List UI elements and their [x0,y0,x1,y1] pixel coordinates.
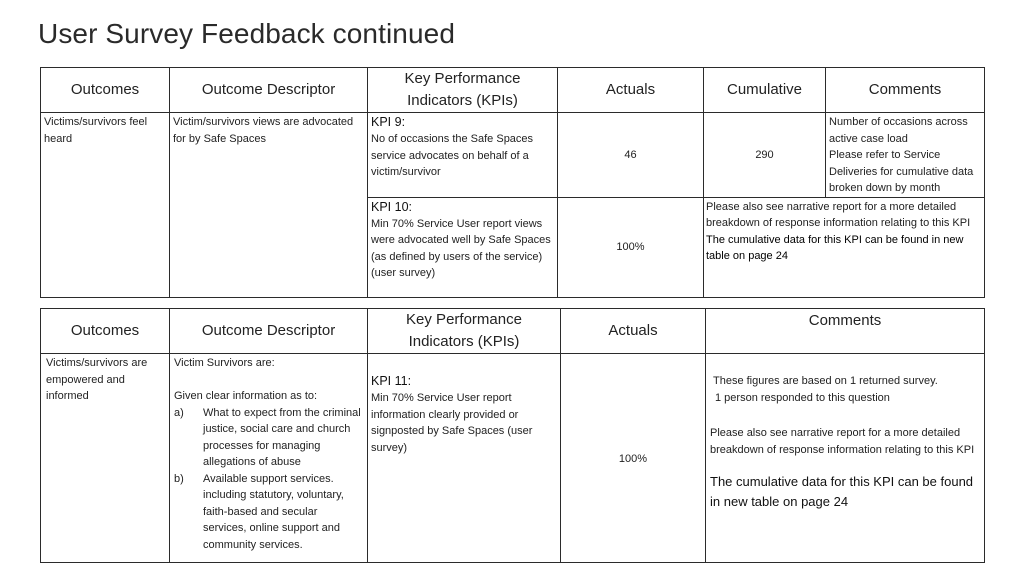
kpi11-comments [706,354,985,563]
kpi10-comment-2: The cumulative data for this KPI can be found in new table on page 24 [706,233,964,262]
kpi10-comment-1: Please also see narrative report for a more detailed breakdown of response information relating to this KPI [706,200,971,229]
kpi9-label: KPI 9 [371,115,402,129]
list-item-text: What to expect from the criminal justice, social care and church processes for managing allegations of abuse [203,406,361,468]
header-kpis-line1: Key Performance [404,70,521,87]
page-title: User Survey Feedback continued [38,18,455,49]
header-comments: Comments [706,309,985,354]
header-kpis-line2: Indicators (KPIs) [408,333,520,350]
header-actuals: Actuals [561,309,706,354]
header-actuals: Actuals [558,68,704,113]
header-outcome-descriptor: Outcome Descriptor [170,68,368,113]
outcome-cell: Victims/survivors feel heard [41,113,170,298]
kpi9-text: No of occasions the Safe Spaces service advocates on behalf of a victim/survivor [371,133,534,178]
descriptor-lead: Given clear information as to: [174,390,318,402]
descriptor-intro: Victim Survivors are: [174,357,275,369]
list-marker: b) [174,472,184,485]
kpi9-actual: 46 [558,113,704,198]
header-comments: Comments [826,68,985,113]
list-item [174,405,363,471]
kpi11-comment-para3: The cumulative data for this KPI can be found in new table on page 24 [710,474,974,509]
kpi11-text: Min 70% Service User report information clearly provided or signposted by Safe Spaces (user survey) [371,392,533,454]
header-outcomes: Outcomes [41,309,170,354]
header-kpis [368,309,561,354]
kpi11-label: KPI 11 [371,374,408,388]
list-item-text: Available support services. including statutory, voluntary, faith-based and secular services, online support and community services. [203,472,344,551]
header-outcomes: Outcomes [41,68,170,113]
kpi-table-1 [40,67,985,298]
kpi10-comments [704,197,985,297]
kpi-table-2 [40,308,985,563]
descriptor-cell [170,354,368,563]
kpi9-comment-1: Number of occasions across active case load [829,116,968,145]
kpi11-cell [368,354,561,563]
kpi10-actual: 100% [558,197,704,297]
kpi9-comments [826,113,985,198]
kpi10-suffix: : [408,199,413,214]
kpi11-comment-line2: 1 person responded to this question [715,391,890,404]
kpi11-comment-line1: These figures are based on 1 returned survey. [713,375,938,387]
outcome-cell: Victims/survivors are empowered and informed [41,354,170,563]
kpi10-label: KPI 10 [371,199,409,214]
kpi11-comment-para2: Please also see narrative report for a more detailed breakdown of response information relating to this KPI [710,427,975,456]
kpi10-cell [368,197,558,297]
header-outcome-descriptor: Outcome Descriptor [170,309,368,354]
kpi9-cell [368,113,558,198]
header-cumulative: Cumulative [704,68,826,113]
kpi11-suffix: : [407,374,412,388]
descriptor-cell: Victim/survivors views are advocated for by Safe Spaces [170,113,368,298]
header-kpis [368,68,558,113]
list-marker: a) [174,406,184,419]
header-kpis-line2: Indicators (KPIs) [407,92,518,109]
descriptor-list [174,405,363,554]
header-kpis-line1: Key Performance [406,311,522,328]
kpi10-text: Min 70% Service User report views were advocated well by Safe Spaces (as defined by users of the service) (user survey) [371,217,551,279]
kpi9-suffix: : [401,115,406,129]
list-item [174,471,363,554]
kpi9-cumulative: 290 [704,113,826,198]
kpi9-comment-2: Please refer to Service Deliveries for cumulative data broken down by month [829,149,974,194]
kpi11-actual: 100% [561,354,706,563]
